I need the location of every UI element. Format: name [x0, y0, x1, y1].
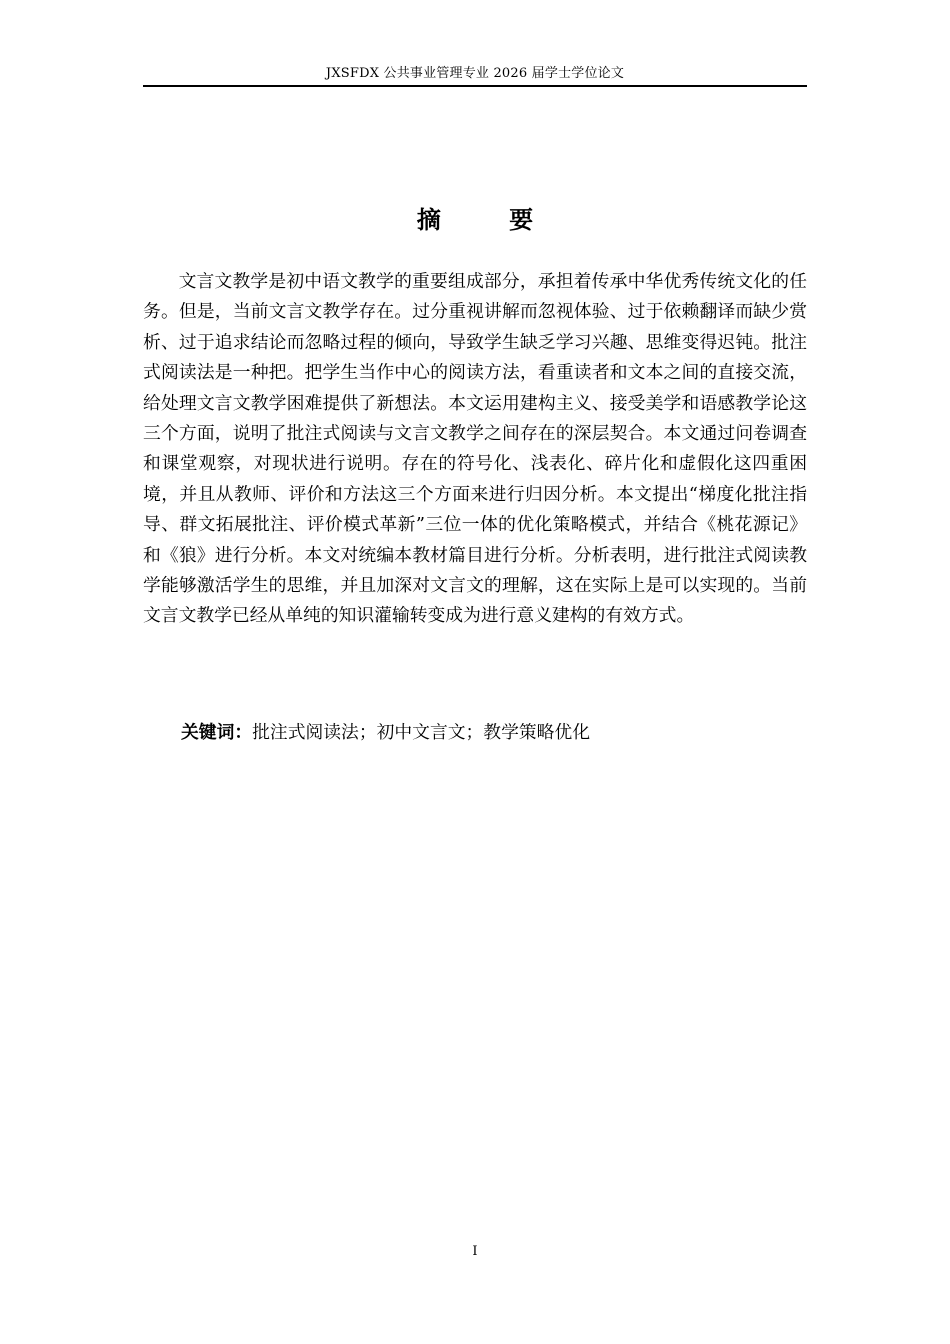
abstract-title: 摘 要 [416, 206, 564, 234]
running-header: JXSFDX 公共事业管理专业 2026 届学士学位论文 [325, 66, 625, 81]
keywords-text: 批注式阅读法；初中文言文；教学策略优化 [252, 722, 590, 743]
keywords-line [181, 718, 807, 748]
keywords-label: 关键词： [181, 722, 253, 743]
page-number: I [472, 1244, 478, 1259]
abstract-body: 文言文教学是初中语文教学的重要组成部分，承担着传承中华优秀传统文化的任务。但是，当前文言文教学存在。过分重视讲解而忽视体验、过于依赖翻译而缺少赏析、过于追求结论而忽略过程的倾向，导致学生缺乏学习兴趣、思维变得迟钝。批注式阅读法是一种把。把学生当作中心的阅读方法，看重读者和文本之间的直接交流，给处理文言文教学困难提供了新想法。本文运用建构主义、接受美学和语感教学论这三个方面，说明了批注式阅读与文言文教学之间存在的深层契合。本文通过问卷调查和课堂观察，对现状进行说明。存在的符号化、浅表化、碎片化和虚假化这四重困境，并且从教师、评价和方法这三个方面来进行归因分析。本文提出“梯度化批注指导、群文拓展批注、评价模式革新”三位一体的优化策略模式，并结合《桃花源记》和《狼》进行分析。本文对统编本教材篇目进行分析。分析表明，进行批注式阅读教学能够激活学生的思维，并且加深对文言文的理解，这在实际上是可以实现的。当前文言文教学已经从单纯的知识灌输转变成为进行意义建构的有效方式。 [143, 271, 807, 627]
header-rule [143, 85, 807, 87]
